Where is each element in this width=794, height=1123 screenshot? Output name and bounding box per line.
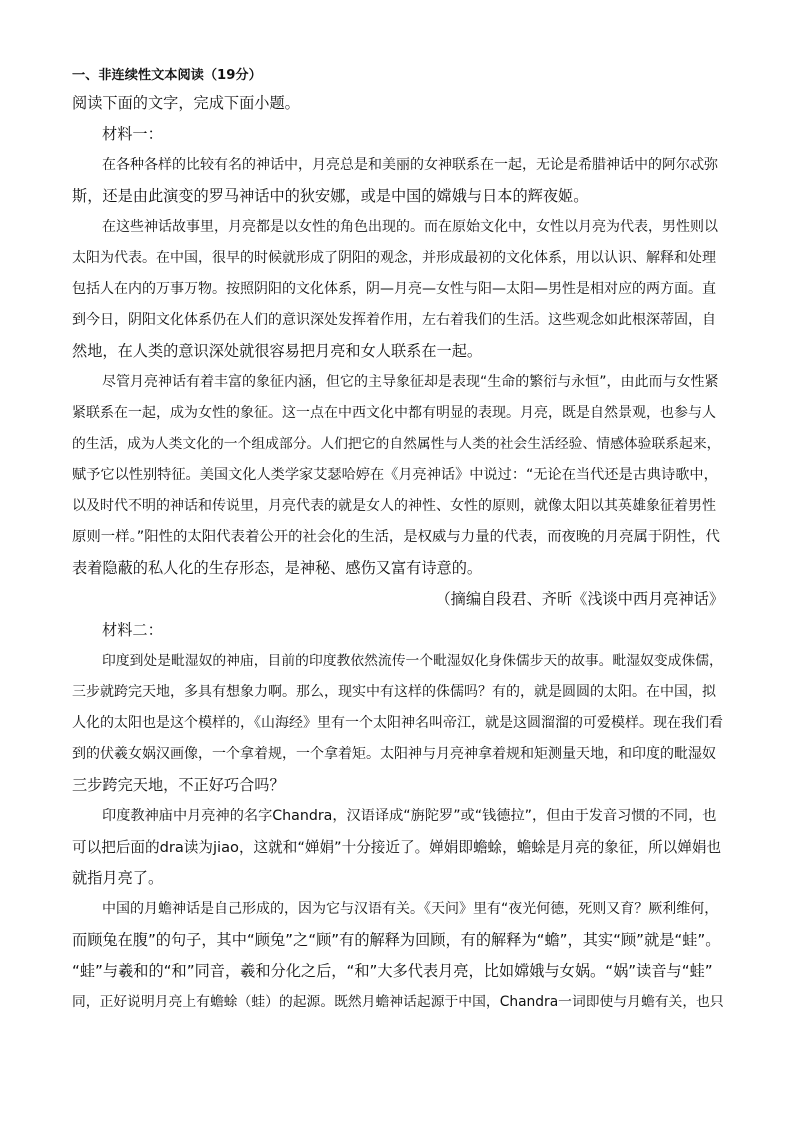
material2-line: 到的伏羲女娲汉画像，一个拿着规，一个拿着矩。太阳神与月亮神拿着规和矩测量天地，和印度的毗湿奴 <box>72 746 716 762</box>
section-heading: 一、非连续性文本阅读（19分） <box>72 68 262 83</box>
material1-line: 的生活，成为人类文化的一个组成部分。人们把它的自然属性与人类的社会生活经验、情感体验联系起来， <box>72 436 721 452</box>
document-page <box>72 64 724 1018</box>
material1-line: 在各种各样的比较有名的神话中，月亮总是和美丽的女神联系在一起，无论是希腊神话中的阿尔忒弥 <box>102 157 718 173</box>
material1-line: 以及时代不明的神话和传说里，月亮代表的就是女人的神性、女性的原则，就像太阳以其英雄象征着男性 <box>72 498 716 514</box>
material1-line: 尽管月亮神话有着丰富的象征内涵，但它的主导象征却是表现“生命的繁衍与永恒”，由此而与女性紧 <box>102 374 719 390</box>
material1-line: 赋予它以性别特征。美国文化人类学家艾瑟哈婷在《月亮神话》中说过：“无论在当代还是古典诗歌中， <box>72 467 718 483</box>
material1-line: 紧联系在一起，成为女性的象征。这一点在中西文化中都有明显的表现。月亮，既是自然景观，也参与人 <box>72 405 716 421</box>
material2-label: 材料二： <box>102 621 163 639</box>
material2-line: 而顾兔在腹”的句子，其中“顾兔”之“顾”有的解释为回顾，有的解释为“蟾”，其实“顾”就是“蛙”。 <box>72 931 721 949</box>
material1-line: 包括人在内的万事万物。按照阴阳的文化体系，阴—月亮—女性与阳—太阳—男性是相对应的两方面。直 <box>72 281 716 297</box>
material1-line: 然地，在人类的意识深处就很容易把月亮和女人联系在一起。 <box>72 342 483 360</box>
material1-line: 表着隐蔽的私人化的生存形态，是神秘、感伤又富有诗意的。 <box>72 559 483 577</box>
material1-source: （摘编自段君、齐昕《浅谈中西月亮神话》 <box>435 590 724 608</box>
material2-line: 中国的月蟾神话是自己形成的，因为它与汉语有关。《天问》里有“夜光何德，死则又育？厥利维何， <box>102 901 719 917</box>
material1-line: 在这些神话故事里，月亮都是以女性的角色出现的。而在原始文化中，女性以月亮为代表，男性则以 <box>102 219 718 235</box>
material1-line: 原则一样。”阳性的太阳代表着公开的社会化的生活，是权威与力量的代表，而夜晚的月亮属于阴性，代 <box>72 529 720 545</box>
material2-line: 三步就跨完天地，多具有想象力啊。那么，现实中有这样的侏儒吗？有的，就是圆圆的太阳。在中国，拟 <box>72 684 716 700</box>
material2-line: 可以把后面的dra读为jiao，这就和“婵娟”十分接近了。婵娟即蟾蜍，蟾蜍是月亮的象征，所以婵娟也 <box>72 839 722 856</box>
material2-line: 印度到处是毗湿奴的神庙，目前的印度教依然流传一个毗湿奴化身侏儒步天的故事。毗湿奴变成侏儒， <box>102 653 723 669</box>
instruction: 阅读下面的文字，完成下面小题。 <box>72 94 300 112</box>
material1-line: 太阳为代表。在中国，很早的时候就形成了阴阳的观念，并形成最初的文化体系，用以认识、解释和处理 <box>72 250 716 266</box>
material2-line: “蛙”与羲和的“和”同音，羲和分化之后，“和”大多代表月亮，比如嫦娥与女娲。“娲”读音与“蛙” <box>72 962 713 980</box>
material2-line: 人化的太阳也是这个模样的，《山海经》里有一个太阳神名叫帝江，就是这圆溜溜的可爱模样。现在我们看 <box>72 715 723 731</box>
material1-line: 斯，还是由此演变的罗马神话中的狄安娜，或是中国的嫦娥与日本的辉夜姬。 <box>72 187 589 205</box>
material2-line: 三步跨完天地，不正好巧合吗？ <box>72 776 285 794</box>
material2-line: 就指月亮了。 <box>72 869 164 887</box>
material1-label: 材料一： <box>102 125 163 143</box>
material2-line: 印度教神庙中月亮神的名字Chandra，汉语译成“旃陀罗”或“钱德拉”，但由于发音习惯的不同，也 <box>102 808 717 824</box>
material1-line: 到今日，阴阳文化体系仍在人们的意识深处发挥着作用，左右着我们的生活。这些观念如此根深蒂固，自 <box>72 312 716 328</box>
material2-line: 同，正好说明月亮上有蟾蜍（蛙）的起源。既然月蟾神话起源于中国，Chandra一词即使与月蟾有关，也只 <box>72 994 724 1010</box>
